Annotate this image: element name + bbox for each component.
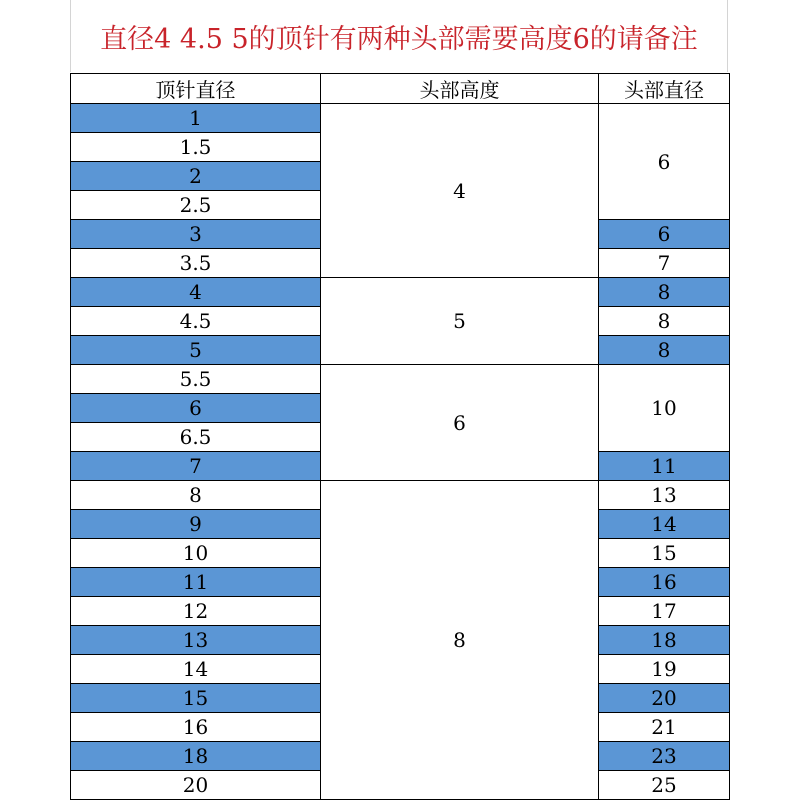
- pin-diameter-cell: 20: [71, 771, 321, 800]
- head-diameter-cell: 14: [599, 510, 730, 539]
- pin-diameter-cell: 3: [71, 220, 321, 249]
- spec-table: [70, 73, 730, 800]
- head-height-cell: 5: [321, 278, 599, 365]
- head-diameter-cell: 25: [599, 771, 730, 800]
- page-title: 直径4 4.5 5的顶针有两种头部需要高度6的请备注: [100, 23, 698, 55]
- table-body: [71, 104, 730, 800]
- title-banner: [70, 0, 728, 72]
- pin-diameter-cell: 1.5: [71, 133, 321, 162]
- table-row: [71, 278, 730, 307]
- pin-diameter-cell: 8: [71, 481, 321, 510]
- head-diameter-cell: 20: [599, 684, 730, 713]
- header-head-diameter: 头部直径: [599, 74, 730, 104]
- pin-diameter-cell: 1: [71, 104, 321, 133]
- header-pin-diameter: 顶针直径: [71, 74, 321, 104]
- pin-diameter-cell: 18: [71, 742, 321, 771]
- head-diameter-cell: 6: [599, 104, 730, 220]
- pin-diameter-cell: 16: [71, 713, 321, 742]
- head-diameter-cell: 8: [599, 307, 730, 336]
- head-diameter-cell: 8: [599, 336, 730, 365]
- header-row: [71, 74, 730, 104]
- head-diameter-cell: 8: [599, 278, 730, 307]
- pin-diameter-cell: 3.5: [71, 249, 321, 278]
- pin-diameter-cell: 12: [71, 597, 321, 626]
- pin-diameter-cell: 11: [71, 568, 321, 597]
- head-diameter-cell: 15: [599, 539, 730, 568]
- head-diameter-cell: 11: [599, 452, 730, 481]
- pin-diameter-cell: 14: [71, 655, 321, 684]
- head-diameter-cell: 6: [599, 220, 730, 249]
- head-diameter-cell: 16: [599, 568, 730, 597]
- head-diameter-cell: 17: [599, 597, 730, 626]
- table-row: [71, 104, 730, 133]
- pin-diameter-cell: 9: [71, 510, 321, 539]
- head-height-cell: 6: [321, 365, 599, 481]
- pin-diameter-cell: 4: [71, 278, 321, 307]
- head-height-cell: 4: [321, 104, 599, 278]
- head-height-cell: 8: [321, 481, 599, 800]
- head-diameter-cell: 13: [599, 481, 730, 510]
- header-head-height: 头部高度: [321, 74, 599, 104]
- pin-diameter-cell: 6.5: [71, 423, 321, 452]
- pin-diameter-cell: 5: [71, 336, 321, 365]
- pin-diameter-cell: 4.5: [71, 307, 321, 336]
- pin-diameter-cell: 10: [71, 539, 321, 568]
- table-row: [71, 481, 730, 510]
- pin-diameter-cell: 13: [71, 626, 321, 655]
- head-diameter-cell: 21: [599, 713, 730, 742]
- head-diameter-cell: 23: [599, 742, 730, 771]
- head-diameter-cell: 7: [599, 249, 730, 278]
- pin-diameter-cell: 7: [71, 452, 321, 481]
- pin-diameter-cell: 2.5: [71, 191, 321, 220]
- pin-diameter-cell: 15: [71, 684, 321, 713]
- table-row: [71, 365, 730, 394]
- head-diameter-cell: 19: [599, 655, 730, 684]
- pin-diameter-cell: 5.5: [71, 365, 321, 394]
- head-diameter-cell: 10: [599, 365, 730, 452]
- head-diameter-cell: 18: [599, 626, 730, 655]
- pin-diameter-cell: 6: [71, 394, 321, 423]
- pin-diameter-cell: 2: [71, 162, 321, 191]
